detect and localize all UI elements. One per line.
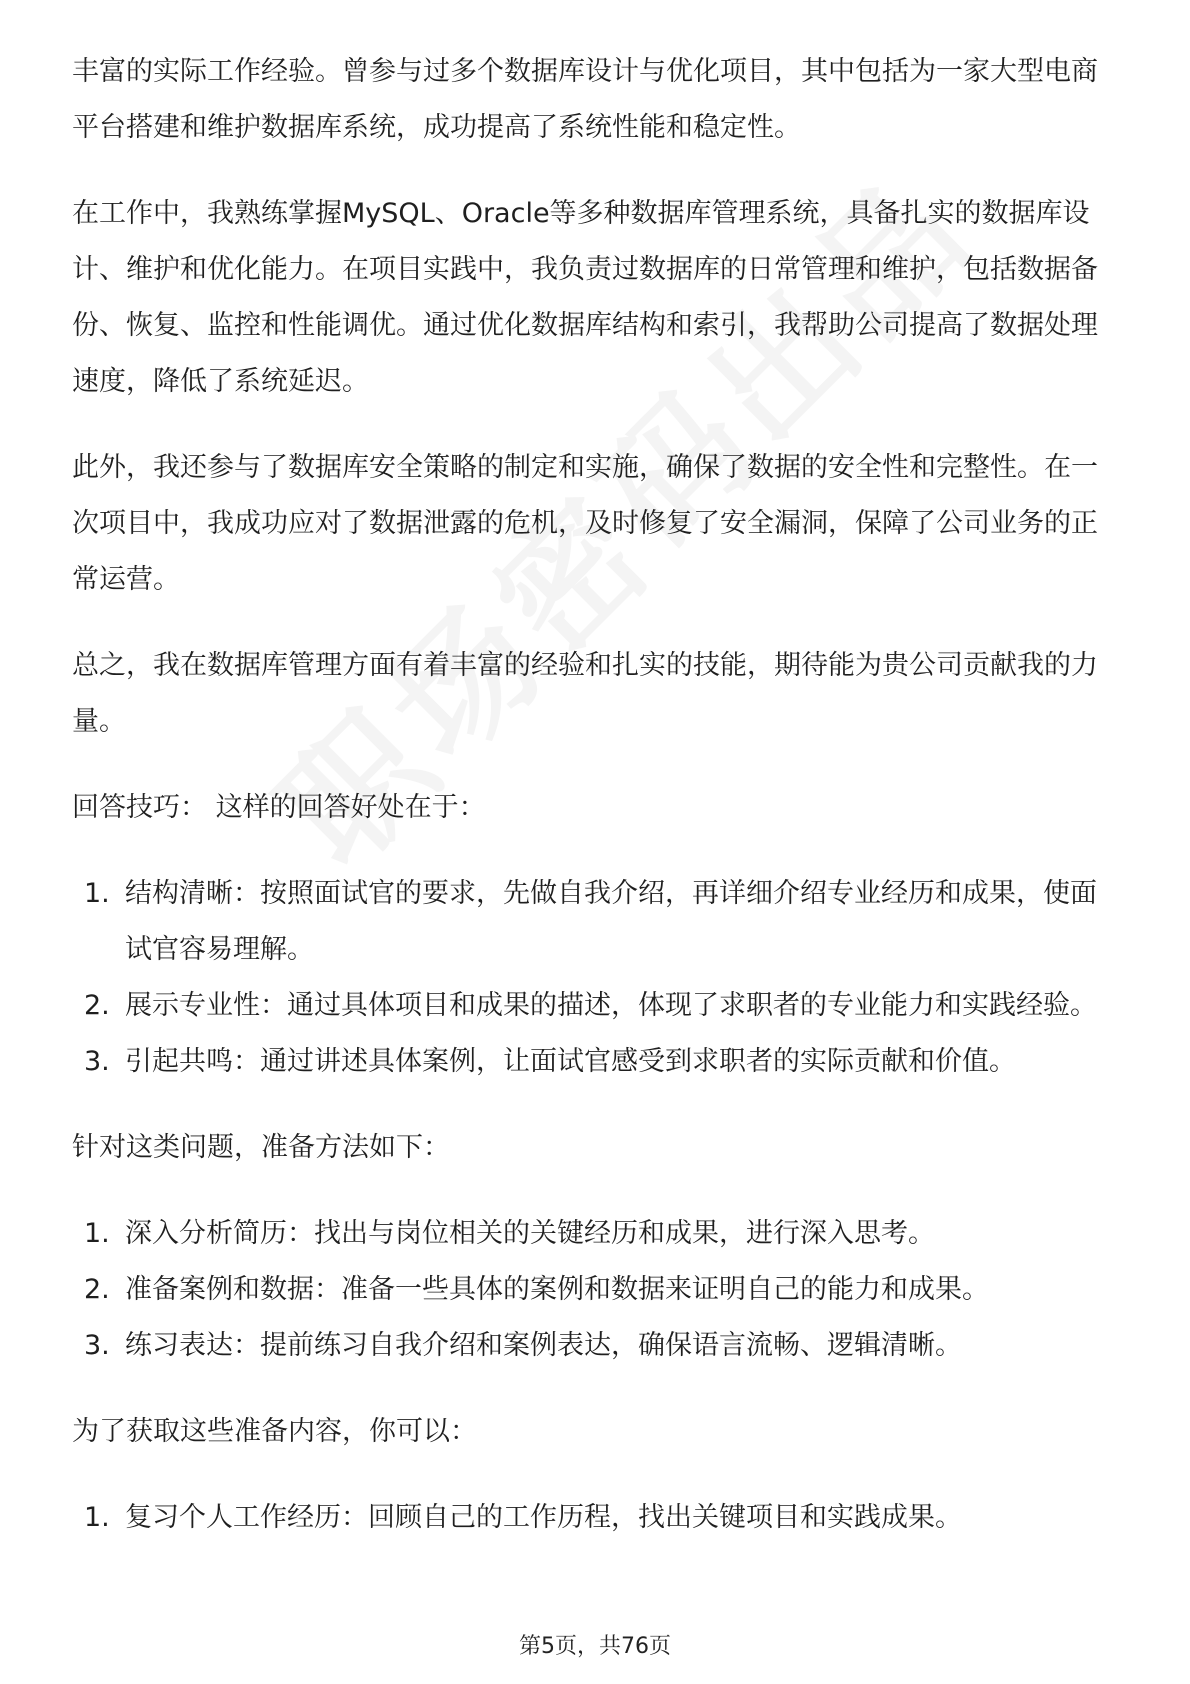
list-number: 2. [84, 990, 110, 1021]
list-number: 1. [84, 878, 110, 909]
list-item [72, 1490, 1122, 1546]
list-item [72, 866, 1122, 978]
list-item-text: 深入分析简历：找出与岗位相关的关键经历和成果，进行深入思考。 [125, 1218, 935, 1249]
obtain-heading: 为了获取这些准备内容，你可以： [72, 1416, 477, 1447]
tips-list [72, 866, 1122, 1090]
list-number: 1. [84, 1218, 110, 1249]
list-item [72, 1262, 1122, 1318]
list-number: 3. [84, 1046, 110, 1077]
list-number: 1. [84, 1502, 110, 1533]
list-item-text: 引起共鸣：通过讲述具体案例，让面试官感受到求职者的实际贡献和价值。 [125, 1046, 1016, 1077]
paragraph-skills: 在工作中，我熟练掌握MySQL、Oracle等多种数据库管理系统，具备扎实的数据库设计、维护和优化能力。在项目实践中，我负责过数据库的日常管理和维护，包括数据备份、恢复、监控和性能调优。通过优化数据库结构和索引，我帮助公司提高了数据处理速度，降低了系统延迟。 [72, 198, 1098, 397]
paragraph-security: 此外，我还参与了数据库安全策略的制定和实施，确保了数据的安全性和完整性。在一次项目中，我成功应对了数据泄露的危机，及时修复了安全漏洞，保障了公司业务的正常运营。 [72, 452, 1098, 595]
list-item [72, 1206, 1122, 1262]
list-number: 2. [84, 1274, 110, 1305]
list-item-text: 结构清晰：按照面试官的要求，先做自我介绍，再详细介绍专业经历和成果，使面试官容易理解。 [125, 878, 1097, 965]
list-item-text: 准备案例和数据：准备一些具体的案例和数据来证明自己的能力和成果。 [125, 1274, 989, 1305]
page-footer: 第5页，共76页 [519, 1634, 671, 1659]
list-item [72, 978, 1122, 1034]
list-item-text: 展示专业性：通过具体项目和成果的描述，体现了求职者的专业能力和实践经验。 [125, 990, 1097, 1021]
list-number: 3. [84, 1330, 110, 1361]
obtain-list [72, 1490, 1122, 1546]
prep-heading: 针对这类问题，准备方法如下： [72, 1132, 450, 1163]
list-item-text: 练习表达：提前练习自我介绍和案例表达，确保语言流畅、逻辑清晰。 [125, 1330, 962, 1361]
list-item-text: 复习个人工作经历：回顾自己的工作历程，找出关键项目和实践成果。 [125, 1502, 962, 1533]
list-item [72, 1034, 1122, 1090]
prep-list [72, 1206, 1122, 1374]
document-body [72, 44, 1122, 1576]
paragraph-summary: 总之，我在数据库管理方面有着丰富的经验和扎实的技能，期待能为贵公司贡献我的力量。 [72, 650, 1098, 737]
paragraph-experience: 丰富的实际工作经验。曾参与过多个数据库设计与优化项目，其中包括为一家大型电商平台搭建和维护数据库系统，成功提高了系统性能和稳定性。 [72, 56, 1098, 143]
list-item [72, 1318, 1122, 1374]
tips-heading: 回答技巧： 这样的回答好处在于： [72, 792, 486, 823]
